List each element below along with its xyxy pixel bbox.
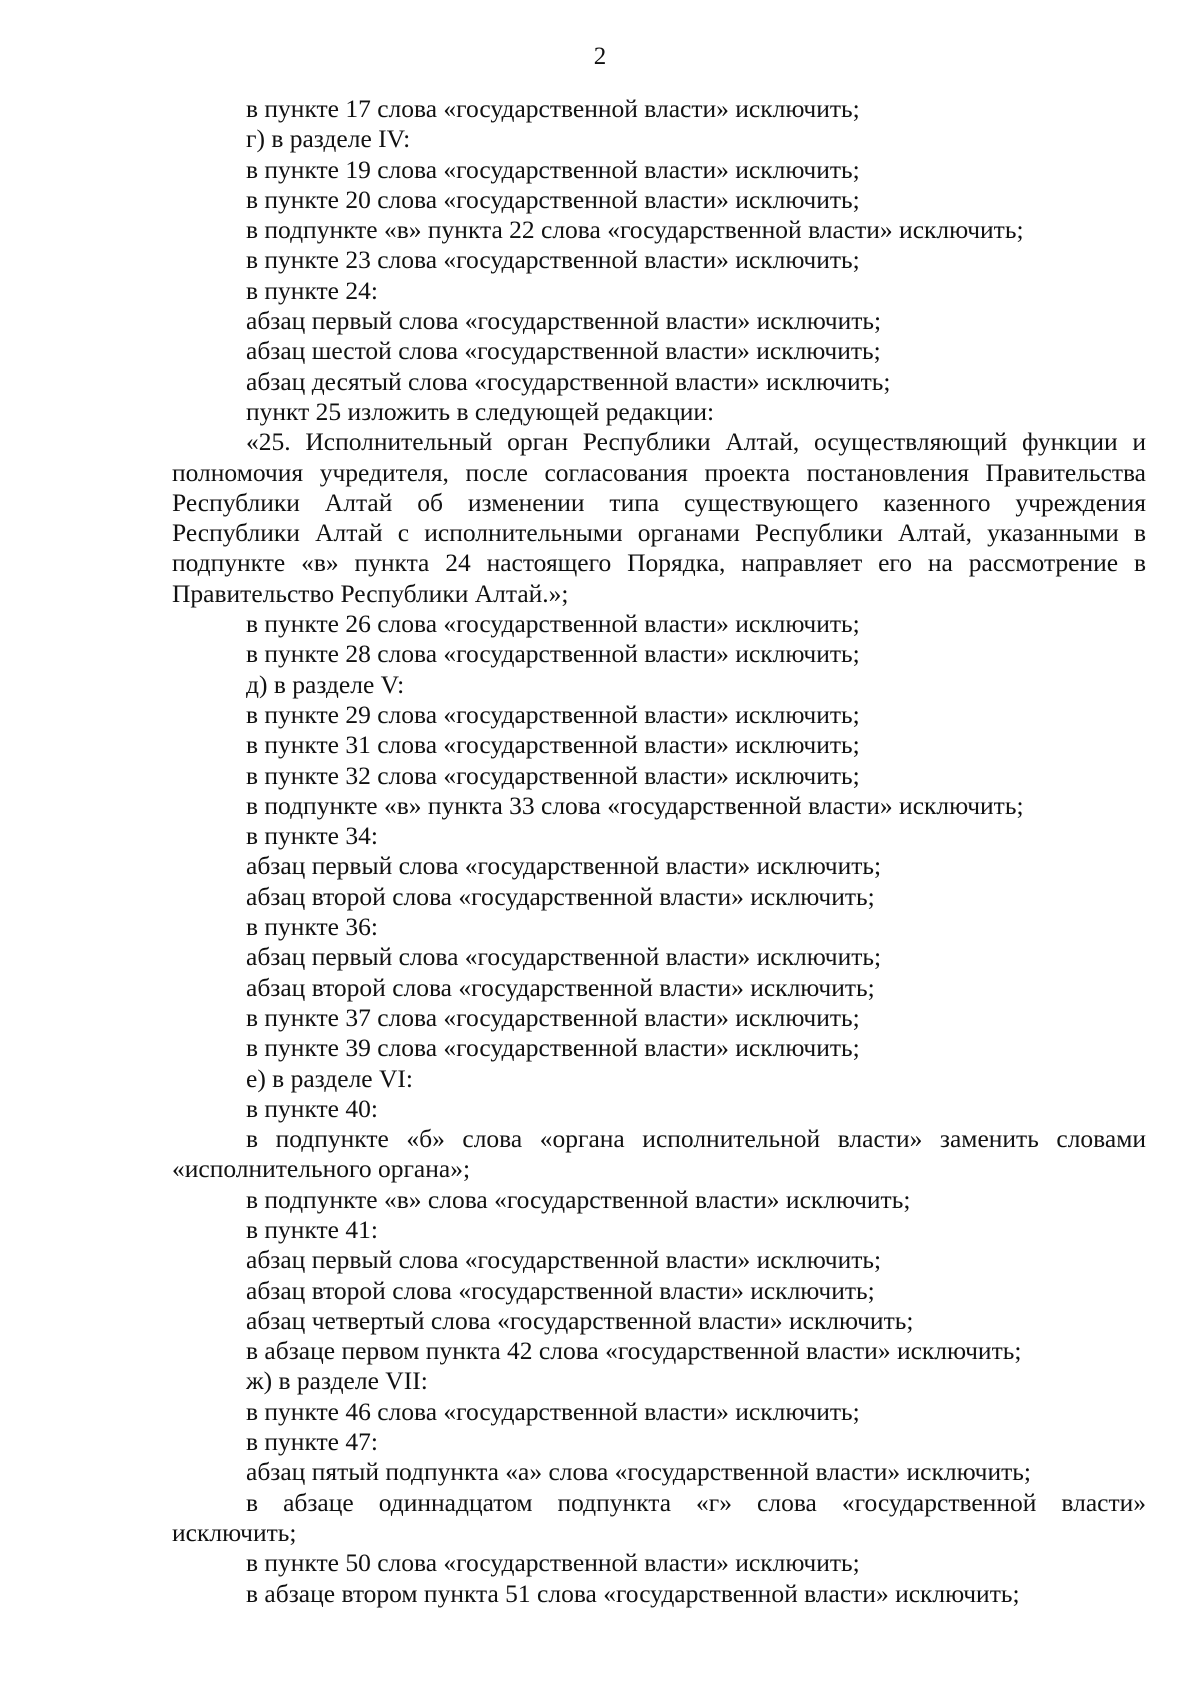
quoted-paragraph: «25. Исполнительный орган Республики Алтай, осуществляющий функции и полномочия учредителя, после согласования проекта постановления Правительства Республики Алтай об изменении типа существующего казенного учреждения Республики Алтай с исполнительными органами Республики Алтай, указанными в подпункте «в» пункта 24 настоящего Порядка, направляет его на рассмотрение в Правительство Республики Алтай.»; [172, 427, 1146, 608]
paragraph: е) в разделе VI: [246, 1063, 413, 1093]
paragraph: в пункте 40: [246, 1093, 378, 1123]
paragraph: в пункте 31 слова «государственной власти» исключить; [246, 730, 860, 760]
paragraph: в абзаце первом пункта 42 слова «государственной власти» исключить; [246, 1336, 1022, 1366]
paragraph: абзац четвертый слова «государственной власти» исключить; [246, 1305, 914, 1335]
paragraph: абзац первый слова «государственной власти» исключить; [246, 306, 882, 336]
paragraph: в пункте 32 слова «государственной власти» исключить; [246, 760, 860, 790]
paragraph: в пункте 46 слова «государственной власти» исключить; [246, 1396, 860, 1426]
paragraph: в пункте 26 слова «государственной власти» исключить; [246, 609, 860, 639]
paragraph: в пункте 17 слова «государственной власти» исключить; [246, 94, 860, 123]
paragraph: в пункте 39 слова «государственной власти» исключить; [246, 1033, 860, 1063]
paragraph: абзац второй слова «государственной власти» исключить; [246, 1275, 875, 1305]
paragraph: в пункте 24: [246, 275, 378, 305]
paragraph: в пункте 37 слова «государственной власти» исключить; [246, 1002, 860, 1032]
paragraph: в пункте 50 слова «государственной власти» исключить; [246, 1548, 860, 1578]
paragraph: в подпункте «в» слова «государственной власти» исключить; [246, 1184, 911, 1214]
page-number: 2 [593, 43, 607, 70]
paragraph: в пункте 20 слова «государственной власти» исключить; [246, 184, 860, 214]
paragraph: в пункте 36: [246, 912, 378, 942]
paragraph: абзац пятый подпункта «а» слова «государственной власти» исключить; [246, 1457, 1031, 1487]
paragraph: ж) в разделе VII: [246, 1366, 428, 1396]
paragraph: абзац второй слова «государственной власти» исключить; [246, 972, 875, 1002]
paragraph: в пункте 19 слова «государственной власти» исключить; [246, 154, 860, 184]
document-body [172, 94, 1146, 1609]
paragraph: абзац первый слова «государственной власти» исключить; [246, 851, 882, 881]
paragraph: абзац второй слова «государственной власти» исключить; [246, 881, 875, 911]
paragraph: в пункте 34: [246, 821, 378, 851]
paragraph: в пункте 29 слова «государственной власти» исключить; [246, 699, 860, 729]
paragraph: в подпункте «б» слова «органа исполнительной власти» заменить словами «исполнительного органа»; [172, 1124, 1146, 1184]
paragraph: в абзаце одиннадцатом подпункта «г» слова «государственной власти» исключить; [172, 1487, 1146, 1547]
paragraph: в абзаце втором пункта 51 слова «государственной власти» исключить; [246, 1578, 1020, 1608]
paragraph: г) в разделе IV: [246, 124, 411, 154]
paragraph: абзац первый слова «государственной власти» исключить; [246, 942, 882, 972]
paragraph: в пункте 23 слова «государственной власти» исключить; [246, 245, 860, 275]
paragraph: в пункте 41: [246, 1214, 378, 1244]
paragraph: в подпункте «в» пункта 33 слова «государственной власти» исключить; [246, 790, 1024, 820]
paragraph: абзац первый слова «государственной власти» исключить; [246, 1245, 882, 1275]
paragraph: в пункте 28 слова «государственной власти» исключить; [246, 639, 860, 669]
paragraph: пункт 25 изложить в следующей редакции: [246, 396, 715, 426]
paragraph: в пункте 47: [246, 1427, 378, 1457]
paragraph: д) в разделе V: [246, 669, 405, 699]
paragraph: в подпункте «в» пункта 22 слова «государственной власти» исключить; [246, 215, 1024, 245]
paragraph: абзац шестой слова «государственной власти» исключить; [246, 336, 881, 366]
paragraph: абзац десятый слова «государственной власти» исключить; [246, 366, 891, 396]
